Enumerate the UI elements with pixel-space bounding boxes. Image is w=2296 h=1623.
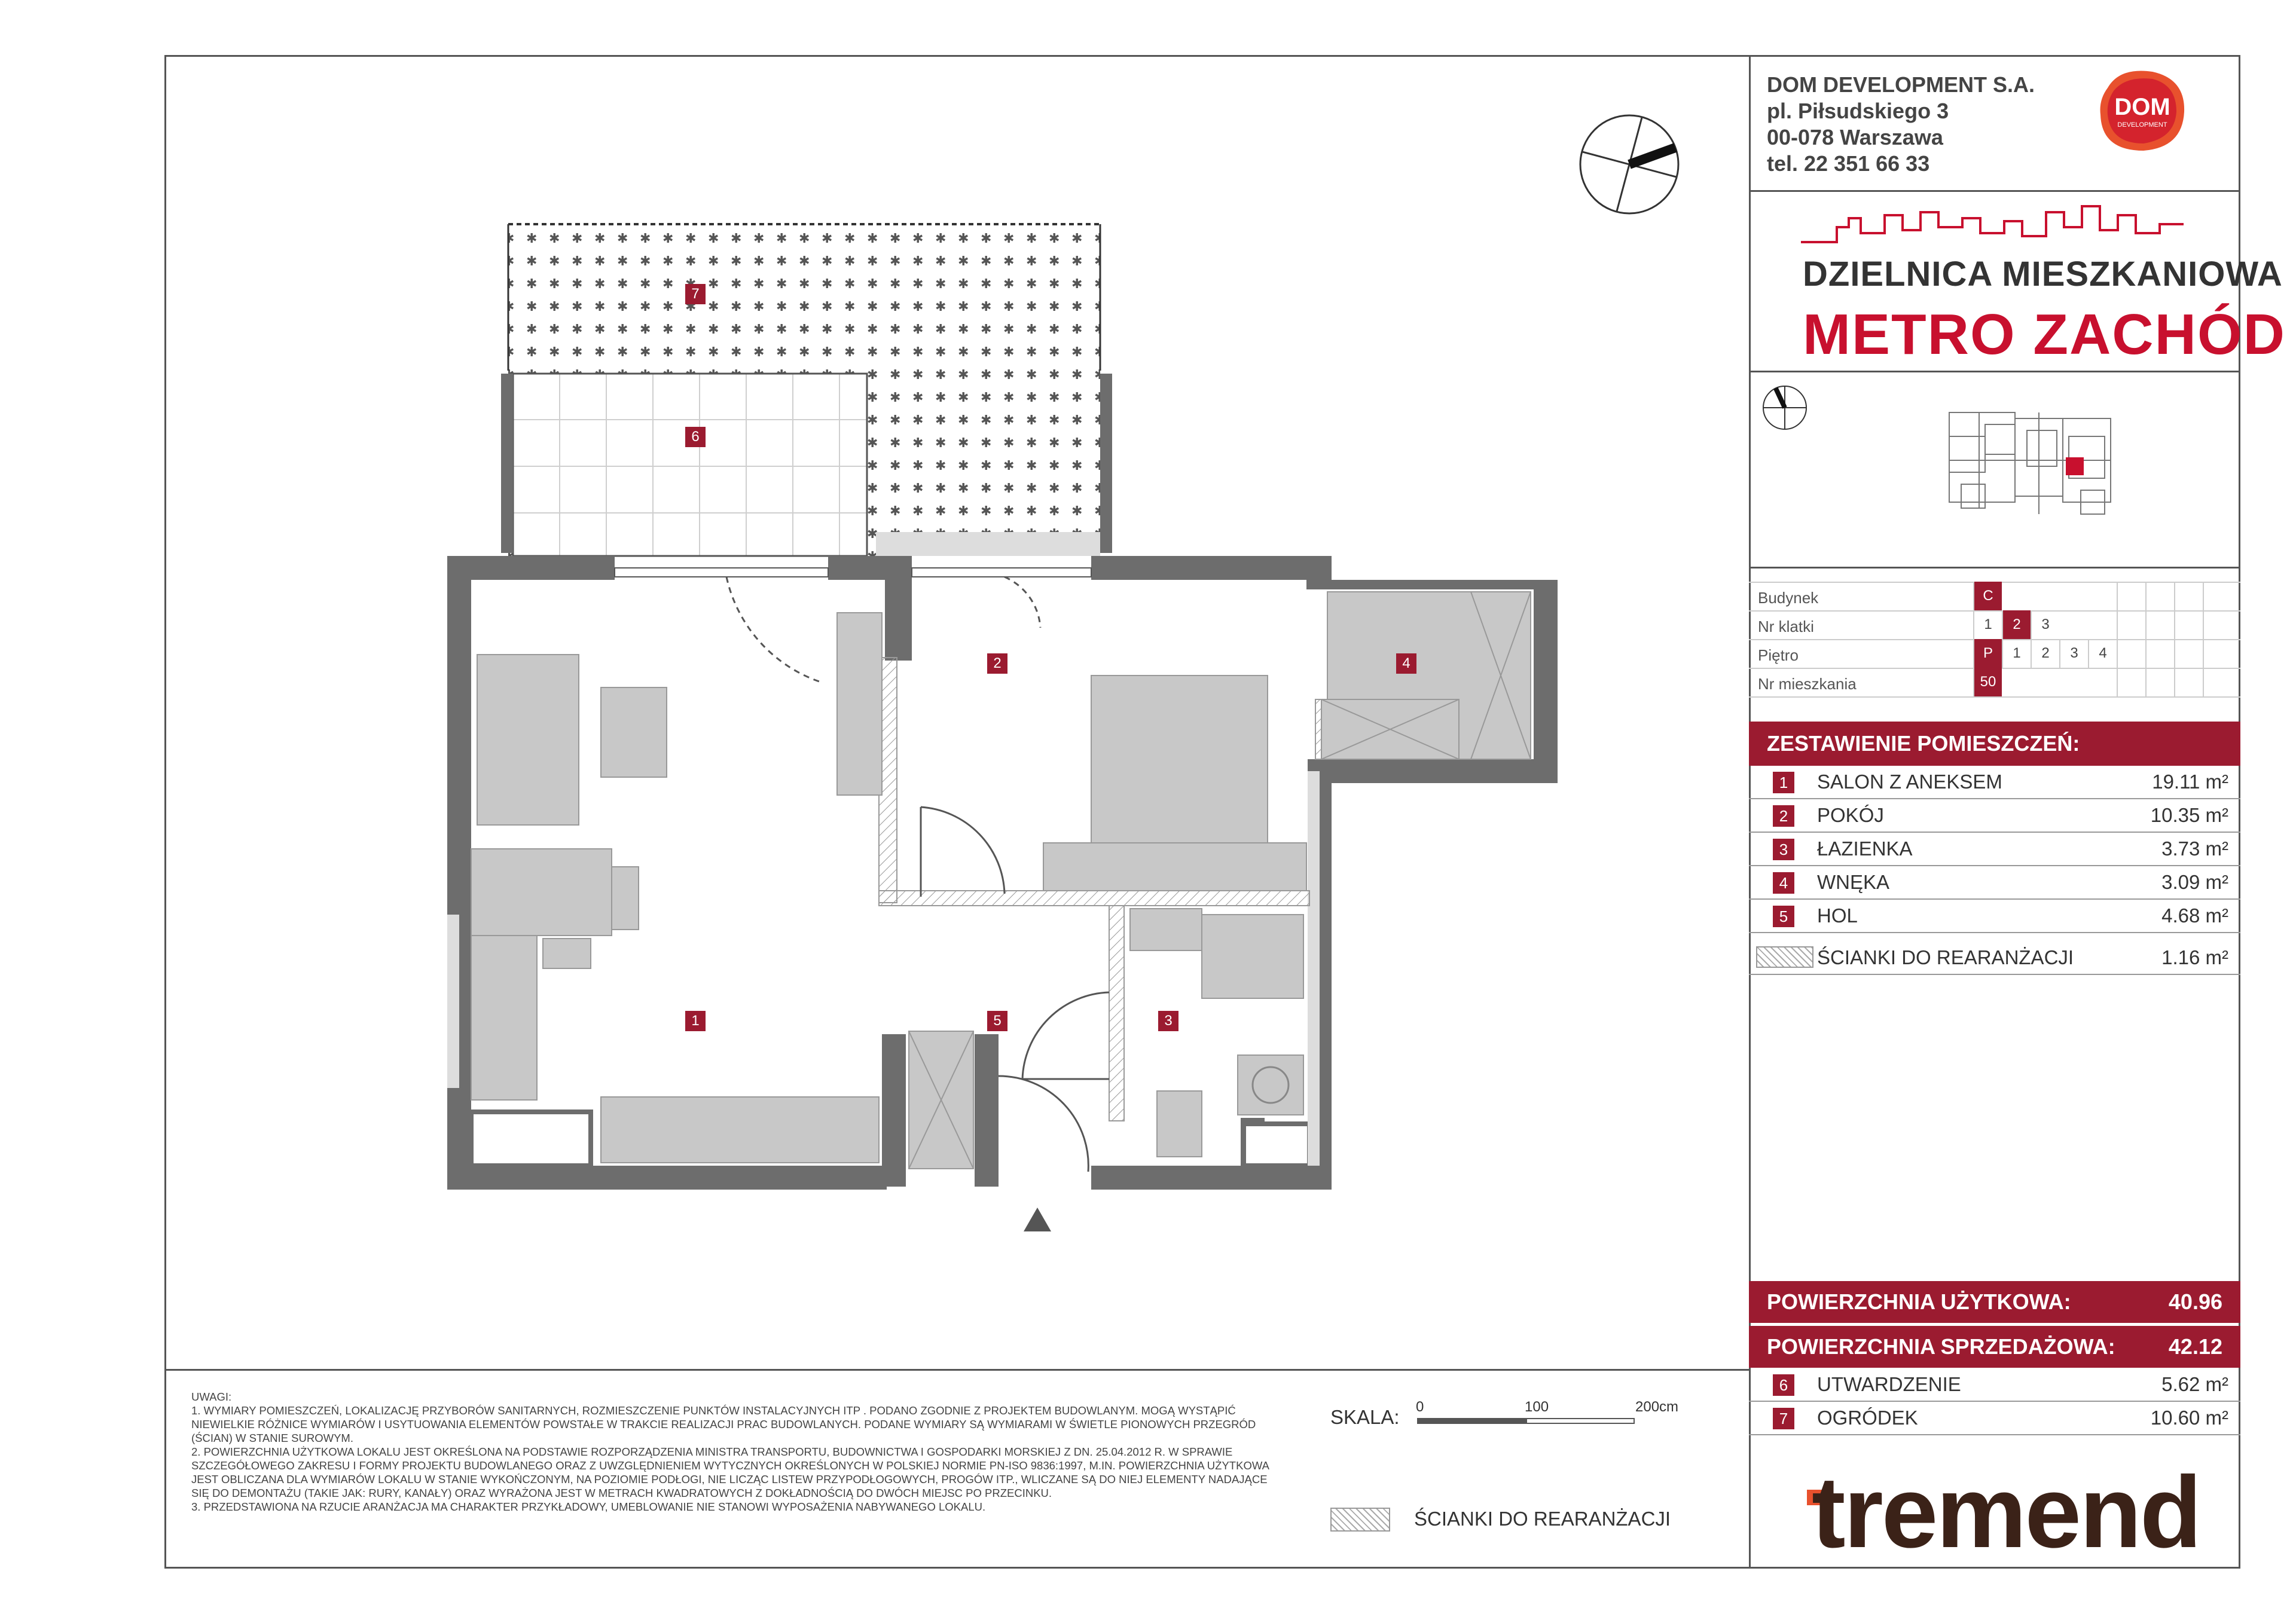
floor-label: Piętro <box>1758 646 1799 664</box>
room-row: 2 POKÓJ 10.35 m² <box>1749 799 2240 833</box>
note-3: 3. PRZEDSTAWIONA NA RZUCIE ARANŻACJA MA CHARAKTER PRZYKŁADOWY, UMEBLOWANIE NIE STANOWI WYPOSAŻENIA NABYWANEGO LOKALU. <box>191 1500 986 1513</box>
sale-area-label: POWIERZCHNIA SPRZEDAŻOWA: <box>1767 1334 2115 1359</box>
tremend-logo: tremend <box>1812 1456 2200 1569</box>
outdoor-row: 7 OGRÓDEK 10.60 m² <box>1749 1402 2240 1435</box>
note-1: 1. WYMIARY POMIESZCZEŃ, LOKALIZACJĘ PRZYBORÓW SANITARNYCH, ROZMIESZCZENIE PUNKTÓW INSTALACYJNYCH ITP . PODANO ZGODNIE Z PROJEKTEM BUDOWLANYM. MOGĄ WYSTĄPIĆ NIEWIELKIE RÓŻNICE WYMIARÓW I USYTUOWANIA ELEMENTÓW POWSTAŁE W TRAKCIE REALIZACJI PRAC BUDOWLANYCH. PODANE WYMIARY SĄ WYMIARAMI W ŚWIETLE PIONOWYCH PRZEGRÓD (ŚCIAN) W STANIE SUROWYM. <box>191 1404 1256 1444</box>
plan-label-3: 3 <box>1158 1011 1178 1031</box>
rooms-heading: ZESTAWIENIE POMIESZCZEŃ: <box>1749 722 2240 766</box>
rearrange-wall <box>879 891 1309 906</box>
furniture <box>471 592 1531 1169</box>
sale-area-value: 42.12 <box>2168 1334 2222 1359</box>
apartment-label: Nr mieszkania <box>1758 675 1857 693</box>
scale-label: SKALA: <box>1330 1406 1400 1428</box>
logo-text: DOM <box>2114 94 2170 120</box>
scale-tick: 100 <box>1525 1399 1549 1415</box>
plan-label-6: 6 <box>685 427 706 447</box>
usable-area-value: 40.96 <box>2168 1289 2222 1314</box>
stairwell-label: Nr klatki <box>1758 618 1814 635</box>
building-label: Budynek <box>1758 589 1819 607</box>
plan-label-2: 2 <box>987 653 1007 674</box>
outdoor-row: 6 UTWARDZENIE 5.62 m² <box>1749 1368 2240 1402</box>
room-row: 1 SALON Z ANEKSEM 19.11 m² <box>1749 766 2240 799</box>
rearrange-wall <box>1109 906 1124 1121</box>
notes-title: UWAGI: <box>191 1390 232 1403</box>
stairwell-cell: 1 <box>1973 610 2002 639</box>
company-phone: tel. 22 351 66 33 <box>1767 151 1930 176</box>
logo-subtext: DEVELOPMENT <box>2117 121 2167 129</box>
floor-cell: 3 <box>2059 639 2088 668</box>
room-row: 5 HOL 4.68 m² <box>1749 900 2240 933</box>
building-cell: C <box>1973 582 2002 610</box>
terrace-area <box>513 374 867 556</box>
company-address: pl. Piłsudskiego 3 <box>1767 99 1949 123</box>
room-row: 3 ŁAZIENKA 3.73 m² <box>1749 833 2240 866</box>
floor-cell: 4 <box>2088 639 2117 668</box>
note-2: 2. POWIERZCHNIA UŻYTKOWA LOKALU JEST OKREŚLONA NA PODSTAWIE ROZPORZĄDZENIA MINISTRA TRANSPORTU, BUDOWNICTWA I GOSPODARKI MORSKIEJ Z DN. 25.04.2012 R. W SPRAWIE SZCZEGÓŁOWEGO ZAKRESU I FORMY PROJEKTU BUDOWLANEGO ORAZ Z UWZGLĘDNIENIEM WYTYCZNYCH OKREŚLONYCH W POLSKIEJ NORMIE PN-ISO 9836:1997, M.IN. POWIERZCHNIA UŻYTKOWA JEST OBLICZANA DLA WYMIARÓW LOKALU W STANIE WYKOŃCZONYM, NA POZIOMIE PODŁOGI, NIE LICZĄC LISTEW PRZYPODŁOGOWYCH, PROGÓW ITP., WLICZANE SĄ DO NIEJ ELEMENTY NADAJĄCE SIĘ DO DEMONTAŻU (TAKIE JAK: RURY, KANAŁY) ORAZ WYRAŻONA JEST W METRACH KWADRATOWYCH Z DOKŁADNOŚCIĄ DO DWÓCH MIEJSC PO PRZECINKU. <box>191 1445 1269 1499</box>
entrance-arrow-icon <box>1024 1208 1051 1231</box>
floor-cell: 2 <box>2031 639 2059 668</box>
plan-label-5: 5 <box>987 1011 1007 1031</box>
rearrange-row: ŚCIANKI DO REARANŻACJI 1.16 m² <box>1749 939 2240 975</box>
stairwell-cell: 2 <box>2002 610 2031 639</box>
plan-label-4: 4 <box>1396 653 1416 674</box>
room-row: 4 WNĘKA 3.09 m² <box>1749 866 2240 900</box>
scale-tick: 0 <box>1416 1399 1424 1415</box>
floor-cell: 1 <box>2002 639 2031 668</box>
scale-tick: 200cm <box>1635 1399 1679 1415</box>
plan-label-7: 7 <box>685 284 706 304</box>
stairwell-cell: 3 <box>2031 610 2059 639</box>
usable-area-label: POWIERZCHNIA UŻYTKOWA: <box>1767 1289 2071 1314</box>
project-title: DZIELNICA MIESZKANIOWA <box>1803 255 2283 294</box>
company-city: 00-078 Warszawa <box>1767 125 1943 149</box>
floor-cell: P <box>1973 639 2002 668</box>
company-name: DOM DEVELOPMENT S.A. <box>1767 72 2035 97</box>
legend-label: ŚCIANKI DO REARANŻACJI <box>1414 1508 1671 1530</box>
apartment-cell: 50 <box>1973 668 2002 696</box>
plan-label-1: 1 <box>685 1011 706 1031</box>
project-subtitle: METRO ZACHÓD <box>1803 302 2286 366</box>
